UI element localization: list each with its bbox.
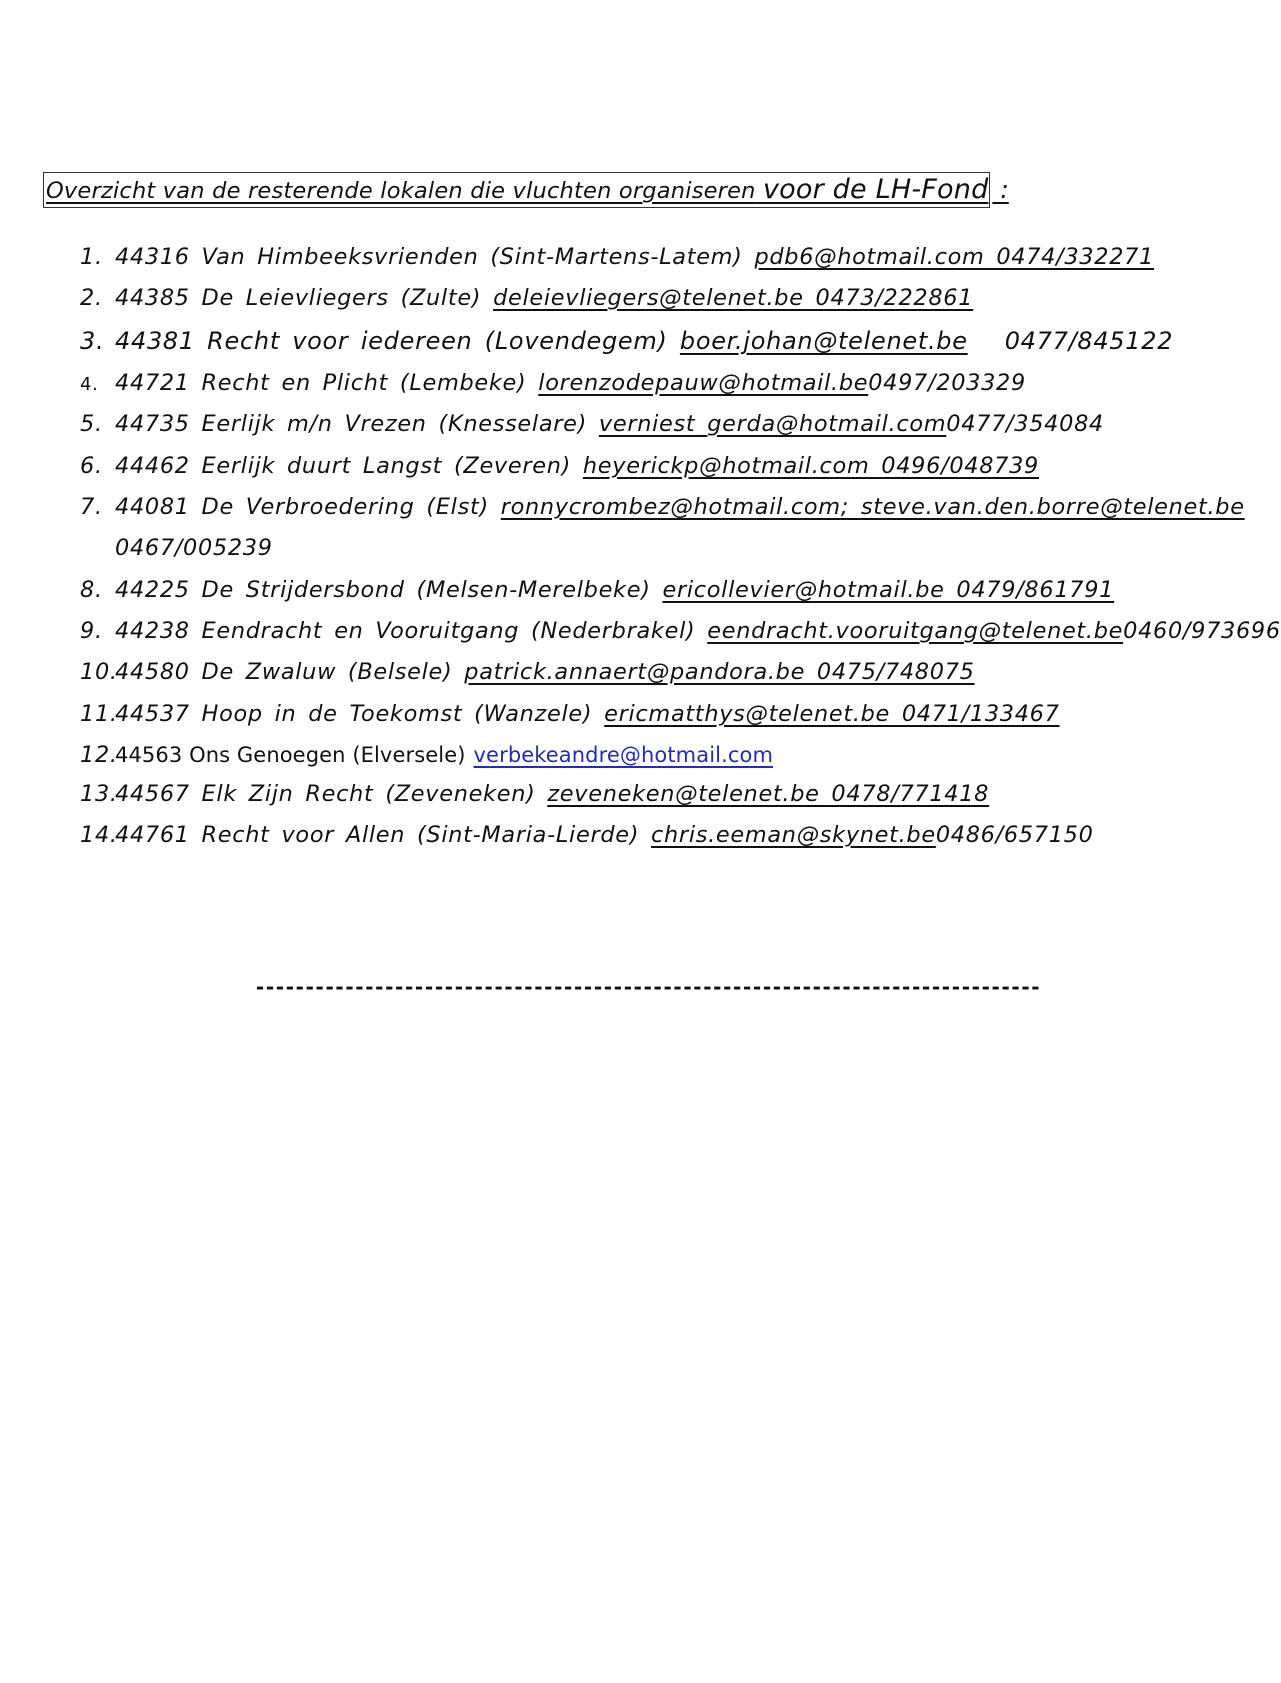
contact-info[interactable]: heyerickp@hotmail.com 0496/048739 — [582, 453, 1039, 479]
list-number: 7. — [80, 494, 103, 520]
title-part1: Overzicht van de resterende lokalen die vluchten organiseren — [46, 178, 756, 204]
contact-info[interactable]: deleievliegers@telenet.be 0473/222861 — [493, 285, 974, 311]
list-item — [80, 370, 1026, 396]
list-item — [80, 822, 1094, 848]
club-text: 44761 Recht voor Allen (Sint-Maria-Lierde) — [115, 822, 640, 848]
contact-info[interactable]: ericollevier@hotmail.be 0479/861791 — [662, 577, 1115, 603]
email-link[interactable]: verbekeandre@hotmail.com — [473, 743, 774, 767]
contact-info[interactable]: patrick.annaert@pandora.be 0475/748075 — [464, 659, 975, 685]
list-number: 6. — [80, 453, 103, 479]
club-text: 44735 Eerlijk m/n Vrezen (Knesselare) — [115, 411, 588, 437]
list-number: 10. — [80, 659, 118, 685]
list-number: 2. — [80, 285, 103, 311]
club-text: 44537 Hoop in de Toekomst (Wanzele) — [115, 701, 593, 727]
list-number: 8. — [80, 577, 103, 603]
list-item — [80, 244, 1154, 270]
list-item — [80, 781, 989, 807]
title-part2: voor de LH-Fond — [762, 174, 989, 205]
list-item — [80, 701, 1060, 727]
club-text: 44081 De Verbroedering (Elst) — [115, 494, 489, 520]
list-number: 1. — [80, 244, 103, 270]
club-text: 44580 De Zwaluw (Belsele) — [115, 659, 453, 685]
club-text: 44381 Recht voor iedereen (Lovendegem) — [115, 327, 668, 355]
club-text: 44721 Recht en Plicht (Lembeke) — [115, 370, 527, 396]
contact-info[interactable]: pdb6@hotmail.com 0474/332271 — [754, 244, 1155, 270]
contact-info[interactable]: ericmatthys@telenet.be 0471/133467 — [604, 701, 1060, 727]
list-number: 9. — [80, 618, 103, 644]
list-item — [80, 327, 1173, 355]
phone-number: 0477/845122 — [1004, 327, 1174, 355]
title-box — [43, 172, 990, 208]
club-text: 44563 Ons Genoegen (Elversele) — [115, 743, 466, 767]
club-text: 44385 De Leievliegers (Zulte) — [115, 285, 482, 311]
contact-email[interactable]: boer.johan@telenet.be — [679, 327, 968, 355]
list-number: 4. — [80, 374, 99, 395]
list-number: 11. — [80, 701, 118, 727]
list-item — [80, 577, 1114, 603]
document-title — [43, 172, 1009, 208]
phone-number: 0477/354084 — [946, 411, 1104, 437]
list-number: 3. — [80, 327, 105, 355]
club-text: 44462 Eerlijk duurt Langst (Zeveren) — [115, 453, 572, 479]
phone-number: 0497/203329 — [868, 370, 1026, 396]
list-number: 13. — [80, 781, 118, 807]
phone-number: 0460/973696 — [1123, 618, 1281, 644]
list-item — [80, 618, 1281, 644]
club-text: 44238 Eendracht en Vooruitgang (Nederbrakel) — [115, 618, 696, 644]
list-number: 5. — [80, 411, 103, 437]
contact-email[interactable]: chris.eeman@skynet.be — [651, 822, 936, 848]
list-item — [80, 285, 973, 311]
club-text: 44567 Elk Zijn Recht (Zeveneken) — [115, 781, 536, 807]
contact-info[interactable]: zeveneken@telenet.be 0478/771418 — [547, 781, 990, 807]
list-item-continuation: 0467/005239 — [115, 535, 273, 561]
title-tail: : — [992, 175, 1009, 204]
phone-number: 0486/657150 — [935, 822, 1094, 848]
list-item — [80, 659, 975, 685]
contact-email[interactable]: eendracht.vooruitgang@telenet.be — [707, 618, 1124, 644]
contact-email[interactable]: lorenzodepauw@hotmail.be — [538, 370, 869, 396]
list-number: 14. — [80, 822, 118, 848]
list-item — [80, 494, 1245, 520]
list-item — [80, 411, 1104, 437]
list-number: 12. — [80, 742, 118, 768]
club-text: 44225 De Strijdersbond (Melsen-Merelbeke) — [115, 577, 651, 603]
separator-line: ------------------------------------------------------------------------------- — [254, 975, 1040, 999]
club-text: 44316 Van Himbeeksvrienden (Sint-Martens-Latem) — [115, 244, 743, 270]
list-item — [80, 453, 1039, 479]
contact-email[interactable]: ronnycrombez@hotmail.com; steve.van.den.borre@telenet.be — [500, 494, 1245, 520]
contact-email[interactable]: verniest_gerda@hotmail.com — [598, 411, 947, 437]
list-item — [80, 742, 773, 768]
